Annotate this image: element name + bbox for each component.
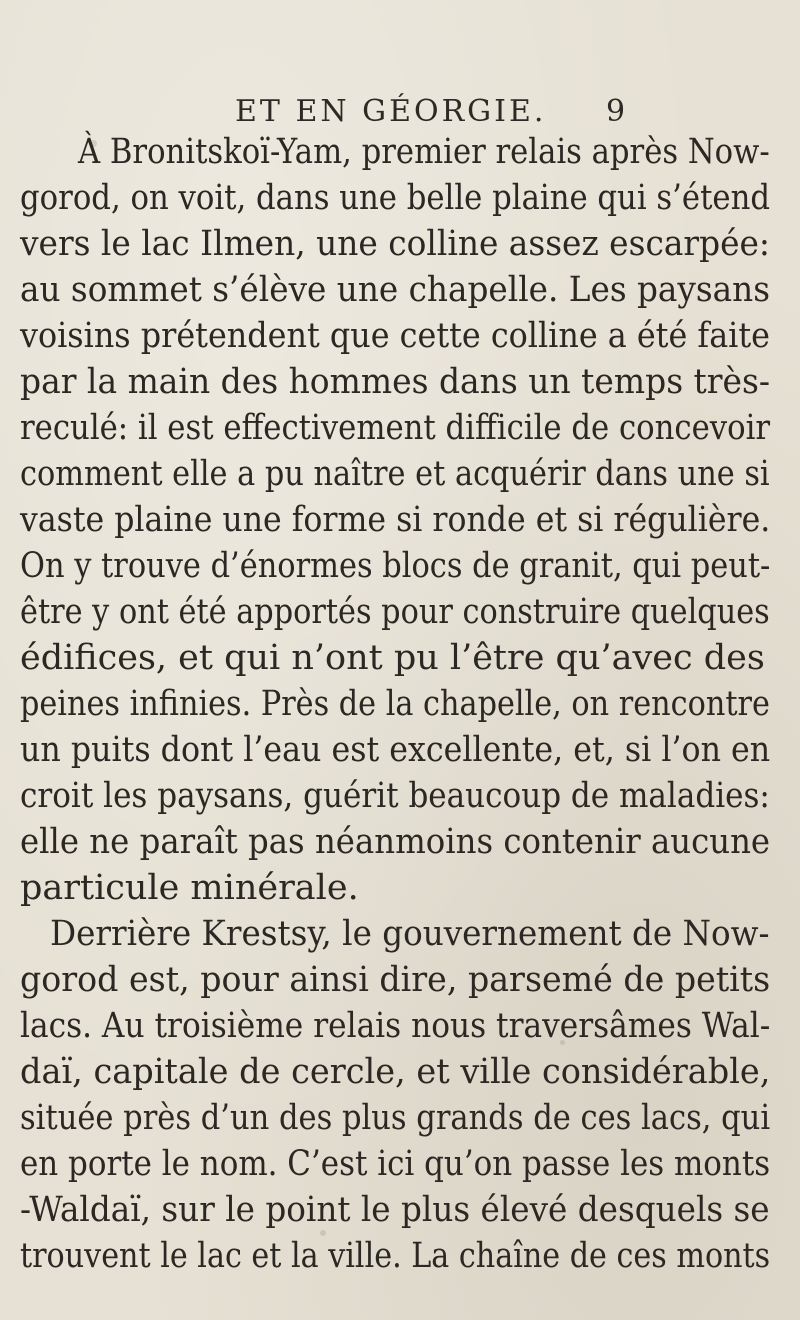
text-line: située près d’un des plus grands de ces lacs, qui	[20, 1098, 771, 1138]
text-line: Derrière Krestsy, le gouvernement de Now-	[50, 914, 770, 954]
text-line: vers le lac Ilmen, une colline assez escarpée:	[20, 224, 770, 264]
text-line: On y trouve d’énormes blocs de granit, qui peut-	[20, 546, 771, 586]
text-line: vaste plaine une forme si ronde et si régulière.	[20, 500, 771, 540]
text-line: daï, capitale de cercle, et ville considérable,	[20, 1052, 771, 1092]
page-header	[0, 94, 800, 134]
text-line: À Bronitskoï-Yam, premier relais après Now-	[78, 132, 770, 172]
text-line: particule minérale.	[20, 868, 359, 908]
text-line: lacs. Au troisième relais nous traversâmes Wal-	[20, 1006, 771, 1046]
text-line: par la main des hommes dans un temps très-	[20, 362, 771, 402]
text-line: croit les paysans, guérit beaucoup de maladies:	[20, 776, 770, 816]
text-line: trouvent le lac et la ville. La chaîne de ces monts	[20, 1236, 771, 1276]
running-head: ET EN GÉORGIE.	[235, 94, 547, 129]
text-line: -Waldaï, sur le point le plus élevé desquels se	[20, 1190, 770, 1230]
text-line: comment elle a pu naître et acquérir dans une si	[20, 454, 770, 494]
text-line: gorod, on voit, dans une belle plaine qui s’étend	[20, 178, 771, 218]
text-line: un puits dont l’eau est excellente, et, si l’on en	[20, 730, 771, 770]
text-line: édifices, et qui n’ont pu l’être qu’avec des	[20, 638, 765, 678]
page-number: 9	[606, 94, 626, 129]
text-line: peines infinies. Près de la chapelle, on rencontre	[20, 684, 770, 724]
text-line: gorod est, pour ainsi dire, parsemé de petits	[20, 960, 771, 1000]
text-line: reculé: il est effectivement difficile de concevoir	[20, 408, 771, 448]
text-line: voisins prétendent que cette colline a été faite	[20, 316, 770, 356]
text-line: être y ont été apportés pour construire quelques	[20, 592, 770, 632]
text-line: en porte le nom. C’est ici qu’on passe les monts	[20, 1144, 771, 1184]
text-line: elle ne paraît pas néanmoins contenir aucune	[20, 822, 771, 862]
text-line: au sommet s’élève une chapelle. Les paysans	[20, 270, 770, 310]
